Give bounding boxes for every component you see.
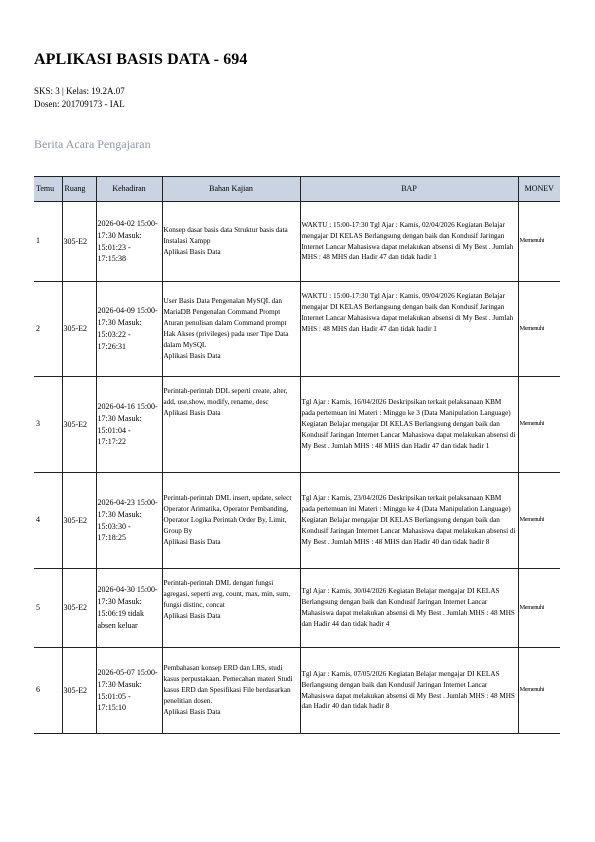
- bahan-kajian-course: Aplikasi Basis Data: [163, 537, 221, 546]
- temu-cell: 2: [34, 282, 62, 377]
- bahan-kajian-cell: [162, 282, 300, 377]
- bap-cell: Tgl Ajar : Kamis, 30/04/2026 Kegiatan Belajar mengajar DI KELAS Berlangsung dengan baik dan Kondusif Jaringan Internet Lancar Mahasiswa dapat melakukan absensi di My Best . Jumlah MHS : 48 MHS dan Hadir 44 dan tidak hadir 4: [300, 569, 518, 648]
- col-header-ruang: Ruang: [62, 177, 96, 202]
- bahan-kajian-cell: [162, 648, 300, 734]
- ruang-cell: 305-E2: [62, 569, 96, 648]
- bap-table: [34, 176, 560, 734]
- bap-cell: WAKTU : 15:00-17:30 Tgl Ajar : Kamis, 02/04/2026 Kegiatan Belajar mengajar DI KELAS Berlangsung dengan baik dan Kondusif Jaringan Internet Lancar Mahasiswa dapat melakukan absensi di My Best . Jumlah MHS : 48 MHS dan Hadir 47 dan tidak hadir 1: [300, 202, 518, 282]
- bahan-kajian-text: Pembahasan konsep ERD dan LRS, studi kasus perpustakaan. Pemecahan materi Studi kasus ERD dan Spesifikasi File berdasarkan penelitian dosen.: [163, 664, 293, 705]
- bahan-kajian-course: Aplikasi Basis Data: [163, 247, 221, 256]
- temu-cell: 6: [34, 648, 62, 734]
- bahan-kajian-cell: [162, 569, 300, 648]
- bahan-kajian-course: Aplikasi Basis Data: [163, 408, 221, 417]
- kehadiran-cell: 2026-04-16 15:00-17:30 Masuk: 15:01:04 - 17:17:22: [96, 377, 162, 473]
- table-row: [34, 377, 560, 473]
- kehadiran-cell: 2026-04-23 15:00-17:30 Masuk: 15:03:30 - 17:18:25: [96, 473, 162, 569]
- table-row: [34, 473, 560, 569]
- monev-cell: Memenuhi: [518, 473, 560, 569]
- table-row: [34, 202, 560, 282]
- bahan-kajian-cell: [162, 377, 300, 473]
- monev-cell: Memenuhi: [518, 569, 560, 648]
- kehadiran-cell: 2026-05-07 15:00-17:30 Masuk: 15:01:05 - 17:15:10: [96, 648, 162, 734]
- monev-cell: Memenuhi: [518, 377, 560, 473]
- section-title: Berita Acara Pengajaran: [34, 137, 151, 151]
- col-header-monev: MONEV: [518, 177, 560, 202]
- temu-cell: 3: [34, 377, 62, 473]
- kehadiran-cell: 2026-04-09 15:00-17:30 Masuk: 15:03:22 - 17:26:31: [96, 282, 162, 377]
- bahan-kajian-text: Konsep dasar basis data Struktur basis data Instalasi Xampp: [163, 226, 288, 246]
- table-row: [34, 282, 560, 377]
- bahan-kajian-text: Perintah-perintah DML dengan fungsi agregasi, seperti avg, count, max, min, sum, fungsi distinc, concat: [163, 579, 291, 609]
- temu-cell: 1: [34, 202, 62, 282]
- table-row: [34, 648, 560, 734]
- bahan-kajian-text: Perintah-perintah DML insert, update, select Operator Arimatika, Operator Pembanding, Operator Logika Perintah Order By, Limit, Group By: [163, 494, 292, 535]
- bahan-kajian-text: Perintah-perintah DDL seperti create, alter, add, use,show, modify, rename, desc: [163, 387, 288, 406]
- bahan-kajian-course: Aplikasi Basis Data: [163, 707, 221, 716]
- bahan-kajian-course: Aplikasi Basis Data: [163, 351, 221, 360]
- col-header-bahan-kajian: Bahan Kajian: [162, 177, 300, 202]
- bap-cell: Tgl Ajar : Kamis, 07/05/2026 Kegiatan Belajar mengajar DI KELAS Berlangsung dengan baik dan Kondusif Jaringan Internet Lancar Mahasiswa dapat melakukan absensi di My Best . Jumlah MHS : 48 MHS dan Hadir 40 dan tidak hadir 8: [300, 648, 518, 734]
- page-title: APLIKASI BASIS DATA - 694: [34, 51, 248, 68]
- sks-kelas-line: SKS: 3 | Kelas: 19.2A.07: [34, 86, 125, 96]
- table-header-row: [34, 177, 560, 202]
- bahan-kajian-cell: [162, 473, 300, 569]
- bahan-kajian-text: User Basis Data Pengenalan MySQL dan MariaDB Pengenalan Command Prompt Aturan penulisan dalam Command prompt Hak Akses (privileges) pada user Tipe Data dalam MySQL: [163, 297, 289, 349]
- ruang-cell: 305-E2: [62, 282, 96, 377]
- ruang-cell: 305-E2: [62, 377, 96, 473]
- bap-cell: Tgl Ajar : Kamis, 16/04/2026 Deskripsikan terkait pelaksanaan KBM pada pertemuan ini Materi : Minggu ke 3 (Data Manipulation Language) Kegiatan Belajar mengajar DI KELAS Berlangsung dengan baik dan Kondusif Jaringan Internet Lancar Mahasiswa dapat melakukan absensi di My Best . Jumlah MHS : 48 MHS dan Hadir 47 dan tidak hadir 1: [300, 377, 518, 473]
- bahan-kajian-cell: [162, 202, 300, 282]
- ruang-cell: 305-E2: [62, 648, 96, 734]
- monev-cell: Memenuhi: [518, 202, 560, 282]
- monev-cell: Memenuhi: [518, 648, 560, 734]
- kehadiran-cell: 2026-04-30 15:00-17:30 Masuk: 15:06:19 tidak absen keluar: [96, 569, 162, 648]
- col-header-kehadiran: Kehadiran: [96, 177, 162, 202]
- bap-cell: WAKTU : 15:00-17:30 Tgl Ajar : Kamis, 09/04/2026 Kegiatan Belajar mengajar DI KELAS Berlangsung dengan baik dan Kondusif Jaringan Internet Lancar Mahasiswa dapat melakukan absensi di My Best . Jumlah MHS : 48 MHS dan Hadir 47 dan tidak hadir 1: [300, 282, 518, 377]
- table-row: [34, 569, 560, 648]
- monev-cell: Memenuhi: [518, 282, 560, 377]
- ruang-cell: 305-E2: [62, 473, 96, 569]
- temu-cell: 5: [34, 569, 62, 648]
- dosen-line: Dosen: 201709173 - IAL: [34, 99, 125, 109]
- ruang-cell: 305-E2: [62, 202, 96, 282]
- kehadiran-cell: 2026-04-02 15:00-17:30 Masuk: 15:01:23 - 17:15:38: [96, 202, 162, 282]
- bap-cell: Tgl Ajar : Kamis, 23/04/2026 Deskripsikan terkait pelaksanaan KBM pada pertemuan ini Materi : Minggu ke 4 (Data Manipulation Language) Kegiatan Belajar mengajar DI KELAS Berlangsung dengan baik dan Kondusif Jaringan Internet Lancar Mahasiswa dapat melakukan absensi di My Best . Jumlah MHS : 48 MHS dan Hadir 40 dan tidak hadir 8: [300, 473, 518, 569]
- col-header-bap: BAP: [300, 177, 518, 202]
- temu-cell: 4: [34, 473, 62, 569]
- col-header-temu: Temu: [34, 177, 62, 202]
- bahan-kajian-course: Aplikasi Basis Data: [163, 611, 221, 620]
